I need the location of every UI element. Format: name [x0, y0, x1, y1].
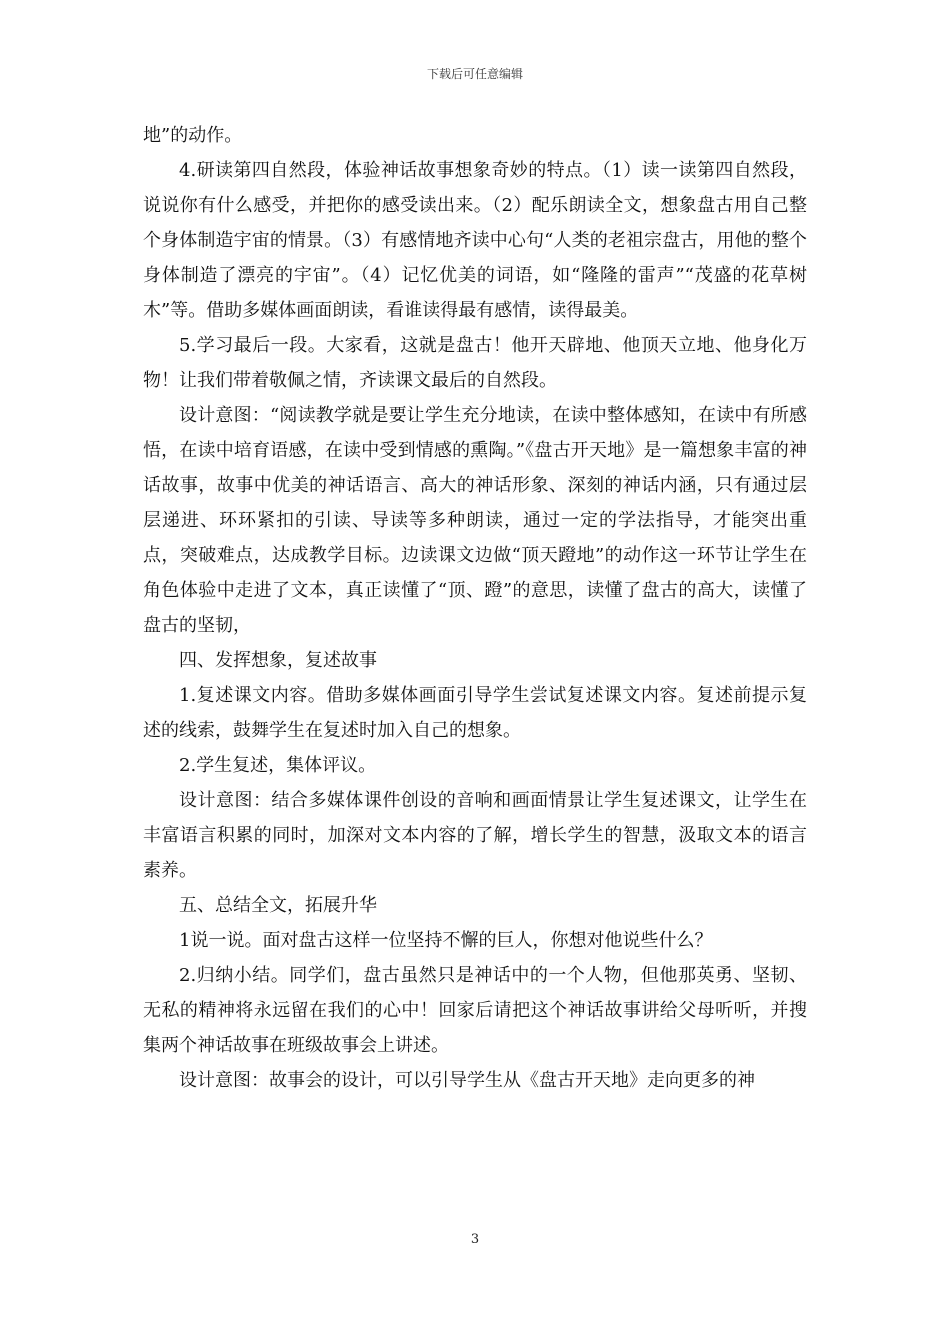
section-heading-5: 五、总结全文，拓展升华	[179, 895, 377, 916]
paragraph-summary-1: 1说一说。面对盘古这样一位坚持不懈的巨人，你想对他说些什么？	[179, 930, 713, 951]
paragraph-design-intent-1: 设计意图：“阅读教学就是要让学生充分地读，在读中整体感知，在读中有所感悟，在读中培育语感，在读中受到情感的熏陶。”《盘古开天地》是一篇想象丰富的神话故事，故事中优美的神话语言、高大的神话形象、深刻的神话内涵，只有通过层层递进、环环紧扣的引读、导读等多种朗读，通过一定的学法指导，才能突出重点，突破难点，达成教学目标。边读课文边做“顶天蹬地”的动作这一环节让学生在角色体验中走进了文本，真正读懂了“顶、蹬”的意思，读懂了盘古的高大，读懂了盘古的坚韧，	[143, 405, 807, 636]
document-body	[143, 118, 807, 1098]
paragraph-step-4: 4.研读第四自然段，体验神话故事想象奇妙的特点。（1）读一读第四自然段，说说你有什么感受，并把你的感受读出来。（2）配乐朗读全文，想象盘古用自己整个身体制造宇宙的情景。（3）有感情地齐读中心句“人类的老祖宗盘古，用他的整个身体制造了漂亮的宇宙”。（4）记忆优美的词语，如“隆隆的雷声”“茂盛的花草树木”等。借助多媒体画面朗读，看谁读得最有感情，读得最美。	[143, 160, 807, 321]
paragraph-retell-2: 2.学生复述，集体评议。	[179, 755, 377, 776]
paragraph-summary-2: 2.归纳小结。同学们，盘古虽然只是神话中的一个人物，但他那英勇、坚韧、无私的精神将永远留在我们的心中！回家后请把这个神话故事讲给父母听听，并搜集两个神话故事在班级故事会上讲述。	[143, 965, 807, 1056]
page-header: 下载后可任意编辑	[426, 67, 523, 81]
paragraph-design-intent-2: 设计意图：结合多媒体课件创设的音响和画面情景让学生复述课文，让学生在丰富语言积累的同时，加深对文本内容的了解，增长学生的智慧，汲取文本的语言素养。	[143, 790, 807, 881]
page-number: 3	[470, 1232, 480, 1247]
paragraph-retell-1: 1.复述课文内容。借助多媒体画面引导学生尝试复述课文内容。复述前提示复述的线索，鼓舞学生在复述时加入自己的想象。	[143, 685, 807, 741]
paragraph-design-intent-3: 设计意图：故事会的设计，可以引导学生从《盘古开天地》走向更多的神	[179, 1070, 755, 1091]
section-heading-4: 四、发挥想象，复述故事	[179, 650, 377, 671]
paragraph-step-5: 5.学习最后一段。大家看，这就是盘古！他开天辟地、他顶天立地、他身化万物！让我们带着敬佩之情，齐读课文最后的自然段。	[143, 335, 807, 391]
paragraph-continuation: 地”的动作。	[143, 125, 243, 146]
